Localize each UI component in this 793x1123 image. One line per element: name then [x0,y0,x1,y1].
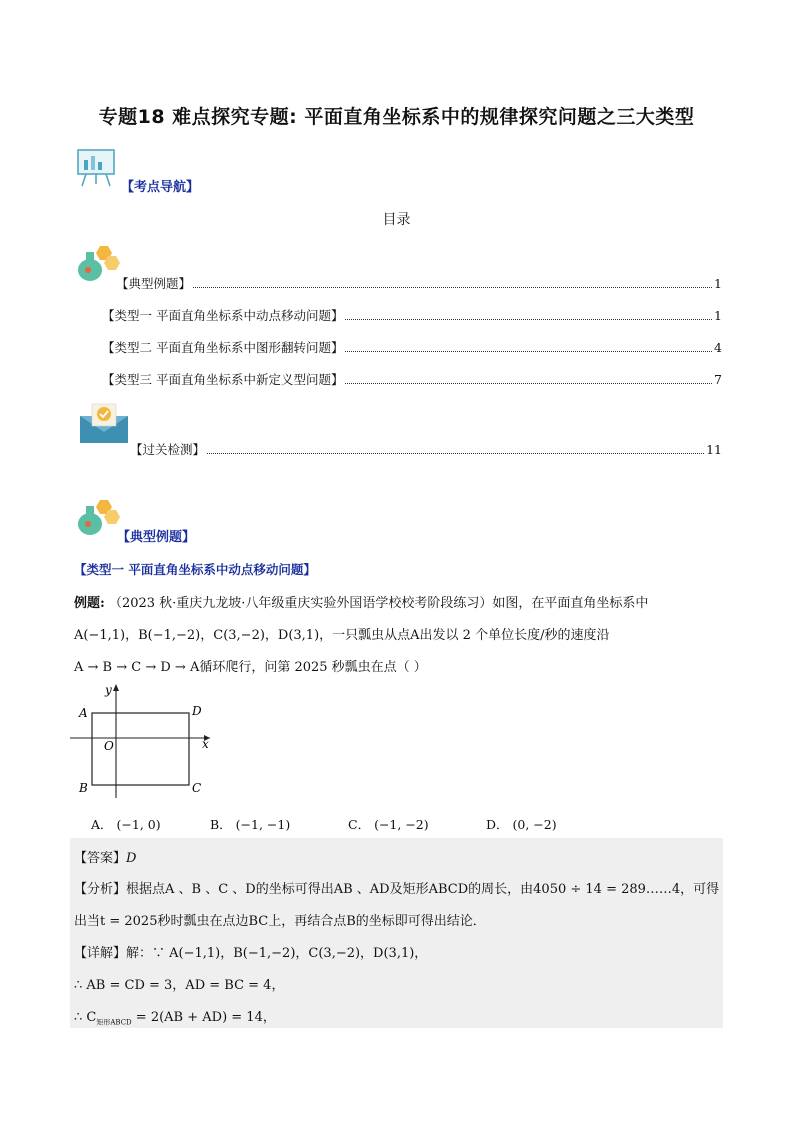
detail-text-1: 解：∵ A(−1,1)，B(−1,−2)，C(3,−2)，D(3,1)， [126,946,428,961]
option-value: (−1, −1) [235,817,291,832]
analysis-text-1: 根据点A 、B 、C 、D的坐标可得出AB 、AD及矩形ABCD的周长，由4050 ÷ 14 = 289……4，可得 [126,882,720,897]
option-c[interactable] [348,815,429,833]
example-line-3: A → B → C → D → A循环爬行，问第 2025 秒瓢虫在点（ ） [74,660,427,675]
x-axis-label: x [202,737,209,751]
flask-hexagon-icon [74,244,120,284]
option-value: (0, −2) [512,817,557,832]
toc-entry[interactable] [116,274,722,292]
example-line-1-text: （2023 秋·重庆九龙坡·八年级重庆实验外国语学校校考阶段练习）如图，在平面直角坐标系中 [108,596,649,611]
example-line-1 [74,592,648,611]
detail-text-3-pre: ∴ C [74,1010,97,1025]
analysis-label: 【分析】 [74,882,127,897]
toc-heading: 目录 [382,212,411,228]
check-envelope-icon [78,402,130,444]
point-b-label: B [79,781,88,795]
toc-dot-leader [207,452,704,454]
type1-label: 【类型一 平面直角坐标系中动点移动问题】 [74,562,316,577]
coordinate-figure [70,680,220,800]
toc-entry-page: 7 [714,372,722,387]
detail-line-3 [74,1006,276,1028]
toc-entry-label: 【典型例题】 [116,276,192,291]
point-d-label: D [192,704,202,718]
option-value: (−1, −2) [374,817,429,832]
toc-entry[interactable] [130,440,722,458]
answer-line [74,847,136,866]
toc-entry-label: 【类型一 平面直角坐标系中动点移动问题】 [102,308,344,323]
detail-line-1 [74,942,427,961]
analysis-line-1 [74,878,719,897]
option-letter: D． [486,817,509,832]
toc-entry-page: 1 [714,308,722,323]
example-line-2: A(−1,1)，B(−1,−2)，C(3,−2)，D(3,1)，一只瓢虫从点A出发以 2 个单位长度/秒的速度沿 [74,628,610,643]
example-prefix: 例题: [74,596,105,611]
toc-entry-label: 【过关检测】 [130,442,206,457]
toc-dot-leader [193,286,712,288]
perimeter-subscript: 矩形ABCD [96,1018,132,1027]
option-letter: A． [91,817,113,832]
option-value: (−1, 0) [116,817,161,832]
analysis-line-2: 出当t = 2025秒时瓢虫在点边BC上，再结合点B的坐标即可得出结论． [74,914,486,929]
detail-line-2: ∴ AB = CD = 3，AD = BC = 4， [74,978,285,993]
answer-label: 【答案】 [74,851,127,866]
document-title: 专题18 难点探究专题: 平面直角坐标系中的规律探究问题之三大类型 [98,106,695,128]
nav-label: 【考点导航】 [121,180,200,195]
toc-entry[interactable] [102,370,722,388]
option-letter: B． [210,817,232,832]
toc-entry-page: 1 [714,276,722,291]
toc-dot-leader [345,350,712,352]
toc-dot-leader [345,318,712,320]
option-d[interactable] [486,815,557,833]
detail-label: 【详解】 [74,946,127,961]
y-axis-label: y [105,683,112,697]
toc-entry-page: 4 [714,340,722,355]
origin-label: O [104,739,114,753]
detail-text-3-post: = 2(AB + AD) = 14， [131,1010,276,1025]
answer-value: D [126,851,137,866]
option-b[interactable] [210,815,290,833]
toc-entry[interactable] [102,306,722,324]
section-label: 【典型例题】 [117,530,196,545]
point-c-label: C [192,781,202,795]
option-letter: C． [348,817,371,832]
option-a[interactable] [91,815,161,833]
toc-entry-label: 【类型二 平面直角坐标系中图形翻转问题】 [102,340,344,355]
toc-entry-page: 11 [706,442,722,457]
point-a-label: A [79,706,88,720]
solution-panel [70,838,723,1028]
toc-dot-leader [345,382,712,384]
toc-entry[interactable] [102,338,722,356]
toc-entry-label: 【类型三 平面直角坐标系中新定义型问题】 [102,372,344,387]
easel-chart-icon [74,146,118,188]
flask-hexagon-icon [74,498,120,538]
